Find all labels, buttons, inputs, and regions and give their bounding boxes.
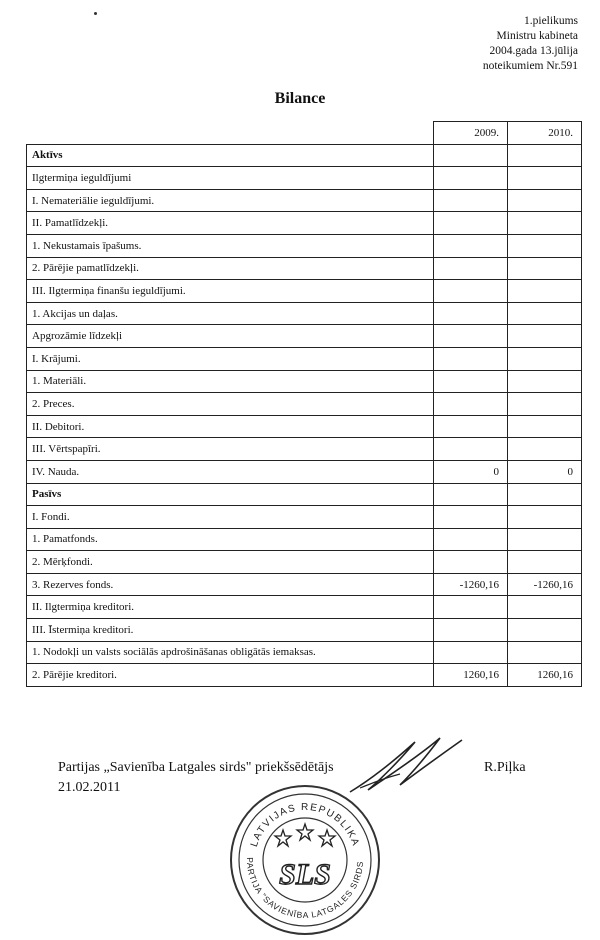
value-2009 — [434, 370, 508, 393]
value-2009: 0 — [434, 460, 508, 483]
value-2010 — [508, 370, 582, 393]
table-row — [27, 302, 582, 325]
signatory-name: R.Piļka — [484, 760, 526, 775]
value-2010 — [508, 551, 582, 574]
row-label: II. Ilgtermiņa kreditori. — [27, 596, 434, 619]
row-label: III. Īstermiņa kreditori. — [27, 619, 434, 642]
value-2009 — [434, 189, 508, 212]
value-2010 — [508, 596, 582, 619]
table-row — [27, 189, 582, 212]
stamp-stars — [275, 824, 335, 846]
table-row — [27, 528, 582, 551]
value-2009 — [434, 641, 508, 664]
page-title: Bilance — [274, 90, 326, 107]
star-icon — [275, 830, 291, 846]
row-label: I. Krājumi. — [27, 347, 434, 370]
table-row — [27, 393, 582, 416]
star-icon — [319, 830, 335, 846]
document-header — [483, 14, 578, 74]
column-header-2009: 2009. — [434, 122, 508, 145]
stamp-bottom-text: PARTIJA "SAVIENĪBA LATGALES SIRDS — [244, 857, 366, 921]
value-2009 — [434, 619, 508, 642]
document-date: 21.02.2011 — [58, 780, 121, 795]
table-row — [27, 506, 582, 529]
value-2010: 0 — [508, 460, 582, 483]
row-label: 2. Pārējie kreditori. — [27, 664, 434, 687]
row-label: I. Fondi. — [27, 506, 434, 529]
value-2009 — [434, 167, 508, 190]
table-row — [27, 460, 582, 483]
value-2009 — [434, 438, 508, 461]
stamp-center-text: SLS — [279, 858, 331, 891]
row-label: 2. Pārējie pamatlīdzekļi. — [27, 257, 434, 280]
value-2010 — [508, 528, 582, 551]
value-2010 — [508, 483, 582, 506]
header-line: 2004.gada 13.jūlija — [489, 45, 578, 57]
table-row — [27, 325, 582, 348]
value-2010 — [508, 167, 582, 190]
table-row — [27, 573, 582, 596]
row-label: 1. Nekustamais īpašums. — [27, 234, 434, 257]
table-row — [27, 664, 582, 687]
table-row — [27, 347, 582, 370]
value-2010 — [508, 506, 582, 529]
value-2010 — [508, 393, 582, 416]
party-stamp — [225, 780, 385, 940]
row-label: 2. Preces. — [27, 393, 434, 416]
table-row — [27, 641, 582, 664]
row-label: Ilgtermiņa ieguldījumi — [27, 167, 434, 190]
value-2010 — [508, 234, 582, 257]
table-row — [27, 280, 582, 303]
table-row — [27, 415, 582, 438]
row-label: 1. Nodokļi un valsts sociālās apdrošināšanas obligātās iemaksas. — [27, 641, 434, 664]
value-2009 — [434, 325, 508, 348]
ink-dot — [94, 12, 97, 15]
balance-table — [26, 121, 582, 687]
value-2010: 1260,16 — [508, 664, 582, 687]
row-label: III. Ilgtermiņa finanšu ieguldījumi. — [27, 280, 434, 303]
header-line: noteikumiem Nr.591 — [482, 60, 578, 72]
value-2010 — [508, 619, 582, 642]
row-label: I. Nemateriālie ieguldījumi. — [27, 189, 434, 212]
column-header-2010: 2010. — [508, 122, 582, 145]
balance-table-body — [27, 122, 582, 687]
header-line: Ministru kabineta — [496, 30, 578, 42]
value-2009 — [434, 415, 508, 438]
value-2009 — [434, 506, 508, 529]
row-label: II. Pamatlīdzekļi. — [27, 212, 434, 235]
table-header-row — [27, 122, 582, 145]
row-label: 1. Pamatfonds. — [27, 528, 434, 551]
row-label: 1. Materiāli. — [27, 370, 434, 393]
value-2010 — [508, 212, 582, 235]
value-2009 — [434, 551, 508, 574]
value-2009 — [434, 393, 508, 416]
value-2010 — [508, 257, 582, 280]
value-2010: -1260,16 — [508, 573, 582, 596]
stamp-top-text: LATVIJAS REPUBLIKA — [248, 801, 362, 849]
star-icon — [297, 824, 313, 840]
value-2009 — [434, 212, 508, 235]
row-label: IV. Nauda. — [27, 460, 434, 483]
value-2009 — [434, 596, 508, 619]
signatory-title: Partijas „Savienība Latgales sirds" priekšsēdētājs — [58, 760, 334, 775]
row-label: 2. Mērķfondi. — [27, 551, 434, 574]
table-row — [27, 167, 582, 190]
value-2009 — [434, 144, 508, 167]
value-2010 — [508, 347, 582, 370]
table-header-blank — [27, 122, 434, 145]
row-label: Pasīvs — [27, 483, 434, 506]
value-2009: -1260,16 — [434, 573, 508, 596]
row-label: 3. Rezerves fonds. — [27, 573, 434, 596]
value-2009 — [434, 280, 508, 303]
row-label: II. Debitori. — [27, 415, 434, 438]
value-2010 — [508, 302, 582, 325]
value-2009 — [434, 483, 508, 506]
table-row — [27, 483, 582, 506]
table-row — [27, 234, 582, 257]
value-2009 — [434, 302, 508, 325]
value-2009 — [434, 234, 508, 257]
table-row — [27, 619, 582, 642]
header-line: 1.pielikums — [524, 15, 578, 27]
value-2010 — [508, 415, 582, 438]
value-2010 — [508, 641, 582, 664]
table-row — [27, 144, 582, 167]
value-2010 — [508, 438, 582, 461]
table-row — [27, 438, 582, 461]
table-row — [27, 596, 582, 619]
value-2010 — [508, 144, 582, 167]
row-label: 1. Akcijas un daļas. — [27, 302, 434, 325]
table-row — [27, 370, 582, 393]
value-2010 — [508, 280, 582, 303]
row-label: Aktīvs — [27, 144, 434, 167]
value-2010 — [508, 189, 582, 212]
row-label: III. Vērtspapīri. — [27, 438, 434, 461]
value-2009: 1260,16 — [434, 664, 508, 687]
value-2009 — [434, 257, 508, 280]
table-row — [27, 212, 582, 235]
value-2009 — [434, 347, 508, 370]
row-label: Apgrozāmie līdzekļi — [27, 325, 434, 348]
value-2010 — [508, 325, 582, 348]
table-row — [27, 551, 582, 574]
table-row — [27, 257, 582, 280]
value-2009 — [434, 528, 508, 551]
